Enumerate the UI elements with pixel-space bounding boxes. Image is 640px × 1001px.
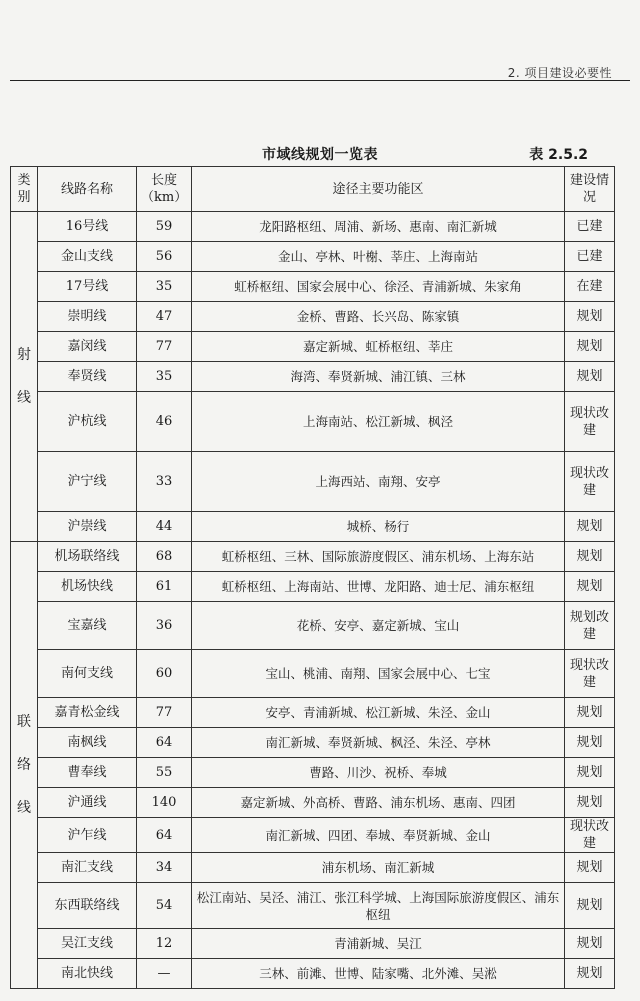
table-row xyxy=(11,542,615,572)
table-row xyxy=(11,853,615,883)
category-char: 线 xyxy=(17,799,31,816)
status-cell: 规划 xyxy=(565,853,615,883)
route-cell: 三林、前滩、世博、陆家嘴、北外滩、吴淞 xyxy=(192,959,565,989)
line-name-cell: 沪宁线 xyxy=(38,452,137,512)
length-cell: 33 xyxy=(137,452,192,512)
status-cell: 规划 xyxy=(565,572,615,602)
header-length: 长度（km） xyxy=(137,167,192,212)
table-row xyxy=(11,212,615,242)
city-line-table xyxy=(10,166,615,989)
category-char: 射 xyxy=(17,346,31,363)
length-cell: 35 xyxy=(137,362,192,392)
line-name-cell: 吴江支线 xyxy=(38,929,137,959)
length-cell: 59 xyxy=(137,212,192,242)
length-cell: 54 xyxy=(137,883,192,929)
line-name-cell: 曹奉线 xyxy=(38,758,137,788)
route-cell: 浦东机场、南汇新城 xyxy=(192,853,565,883)
line-name-cell: 南汇支线 xyxy=(38,853,137,883)
status-cell: 规划 xyxy=(565,883,615,929)
route-cell: 宝山、桃浦、南翔、国家会展中心、七宝 xyxy=(192,650,565,698)
route-cell: 安亭、青浦新城、松江新城、朱泾、金山 xyxy=(192,698,565,728)
status-cell: 规划 xyxy=(565,788,615,818)
line-name-cell: 崇明线 xyxy=(38,302,137,332)
route-cell: 青浦新城、吴江 xyxy=(192,929,565,959)
length-cell: 47 xyxy=(137,302,192,332)
header-route: 途径主要功能区 xyxy=(192,167,565,212)
status-cell: 规划 xyxy=(565,512,615,542)
line-name-cell: 沪杭线 xyxy=(38,392,137,452)
line-name-cell: 沪崇线 xyxy=(38,512,137,542)
line-name-cell: 17号线 xyxy=(38,272,137,302)
table-row xyxy=(11,929,615,959)
status-cell: 已建 xyxy=(565,212,615,242)
table-header-row xyxy=(11,167,615,212)
route-cell: 嘉定新城、外高桥、曹路、浦东机场、惠南、四团 xyxy=(192,788,565,818)
route-cell: 虹桥枢纽、上海南站、世博、龙阳路、迪士尼、浦东枢纽 xyxy=(192,572,565,602)
length-cell: 36 xyxy=(137,602,192,650)
route-cell: 曹路、川沙、祝桥、奉城 xyxy=(192,758,565,788)
table-row xyxy=(11,242,615,272)
length-cell: 64 xyxy=(137,728,192,758)
length-cell: 55 xyxy=(137,758,192,788)
line-name-cell: 嘉闵线 xyxy=(38,332,137,362)
length-cell: 140 xyxy=(137,788,192,818)
route-cell: 金山、亭林、叶榭、莘庄、上海南站 xyxy=(192,242,565,272)
route-cell: 上海西站、南翔、安亭 xyxy=(192,452,565,512)
table-row xyxy=(11,302,615,332)
table-row xyxy=(11,698,615,728)
route-cell: 花桥、安亭、嘉定新城、宝山 xyxy=(192,602,565,650)
status-cell: 规划 xyxy=(565,542,615,572)
table-row xyxy=(11,728,615,758)
status-cell: 规划改建 xyxy=(565,602,615,650)
length-cell: 12 xyxy=(137,929,192,959)
header-rule xyxy=(10,80,630,81)
line-name-cell: 沪乍线 xyxy=(38,818,137,853)
status-cell: 现状改建 xyxy=(565,818,615,853)
route-cell: 金桥、曹路、长兴岛、陈家镇 xyxy=(192,302,565,332)
table-row xyxy=(11,788,615,818)
table-number: 表 2.5.2 xyxy=(529,147,588,163)
running-head: 2. 项目建设必要性 xyxy=(507,66,612,80)
line-name-cell: 机场联络线 xyxy=(38,542,137,572)
table-title: 市域线规划一览表 xyxy=(262,147,378,163)
length-cell: 34 xyxy=(137,853,192,883)
status-cell: 规划 xyxy=(565,332,615,362)
table-row xyxy=(11,818,615,853)
line-name-cell: 南何支线 xyxy=(38,650,137,698)
route-cell: 龙阳路枢纽、周浦、新场、惠南、南汇新城 xyxy=(192,212,565,242)
table-row xyxy=(11,332,615,362)
length-cell: 61 xyxy=(137,572,192,602)
status-cell: 规划 xyxy=(565,302,615,332)
route-cell: 虹桥枢纽、三林、国际旅游度假区、浦东机场、上海东站 xyxy=(192,542,565,572)
route-cell: 南汇新城、四团、奉城、奉贤新城、金山 xyxy=(192,818,565,853)
table-row xyxy=(11,272,615,302)
status-cell: 规划 xyxy=(565,698,615,728)
status-cell: 现状改建 xyxy=(565,452,615,512)
status-cell: 已建 xyxy=(565,242,615,272)
length-cell: 77 xyxy=(137,698,192,728)
route-cell: 上海南站、松江新城、枫泾 xyxy=(192,392,565,452)
header-status: 建设情况 xyxy=(565,167,615,212)
status-cell: 规划 xyxy=(565,959,615,989)
status-cell: 规划 xyxy=(565,929,615,959)
length-cell: 46 xyxy=(137,392,192,452)
category-char: 联 xyxy=(17,713,31,730)
line-name-cell: 南枫线 xyxy=(38,728,137,758)
line-name-cell: 机场快线 xyxy=(38,572,137,602)
table-row xyxy=(11,512,615,542)
status-cell: 在建 xyxy=(565,272,615,302)
length-cell: 35 xyxy=(137,272,192,302)
route-cell: 嘉定新城、虹桥枢纽、莘庄 xyxy=(192,332,565,362)
category-char: 线 xyxy=(17,389,31,406)
length-cell: 44 xyxy=(137,512,192,542)
route-cell: 城桥、杨行 xyxy=(192,512,565,542)
route-cell: 海湾、奉贤新城、浦江镇、三林 xyxy=(192,362,565,392)
line-name-cell: 嘉青松金线 xyxy=(38,698,137,728)
table-row xyxy=(11,959,615,989)
route-cell: 虹桥枢纽、国家会展中心、徐泾、青浦新城、朱家角 xyxy=(192,272,565,302)
table-row xyxy=(11,758,615,788)
header-line-name: 线路名称 xyxy=(38,167,137,212)
table-row xyxy=(11,452,615,512)
length-cell: 77 xyxy=(137,332,192,362)
line-name-cell: 沪通线 xyxy=(38,788,137,818)
length-cell: 56 xyxy=(137,242,192,272)
length-cell: — xyxy=(137,959,192,989)
table-row xyxy=(11,650,615,698)
status-cell: 现状改建 xyxy=(565,650,615,698)
line-name-cell: 金山支线 xyxy=(38,242,137,272)
line-name-cell: 奉贤线 xyxy=(38,362,137,392)
category-cell xyxy=(11,212,38,542)
line-name-cell: 16号线 xyxy=(38,212,137,242)
line-name-cell: 宝嘉线 xyxy=(38,602,137,650)
line-name-cell: 东西联络线 xyxy=(38,883,137,929)
table-row xyxy=(11,362,615,392)
line-name-cell: 南北快线 xyxy=(38,959,137,989)
status-cell: 现状改建 xyxy=(565,392,615,452)
table-row xyxy=(11,883,615,929)
table-row xyxy=(11,602,615,650)
table-body xyxy=(11,212,615,989)
category-cell xyxy=(11,542,38,989)
length-cell: 60 xyxy=(137,650,192,698)
status-cell: 规划 xyxy=(565,758,615,788)
route-cell: 松江南站、吴泾、浦江、张江科学城、上海国际旅游度假区、浦东枢纽 xyxy=(192,883,565,929)
length-cell: 68 xyxy=(137,542,192,572)
table-row xyxy=(11,392,615,452)
status-cell: 规划 xyxy=(565,728,615,758)
status-cell: 规划 xyxy=(565,362,615,392)
header-category: 类别 xyxy=(11,167,38,212)
length-cell: 64 xyxy=(137,818,192,853)
route-cell: 南汇新城、奉贤新城、枫泾、朱泾、亭林 xyxy=(192,728,565,758)
table-row xyxy=(11,572,615,602)
category-char: 络 xyxy=(17,756,31,773)
